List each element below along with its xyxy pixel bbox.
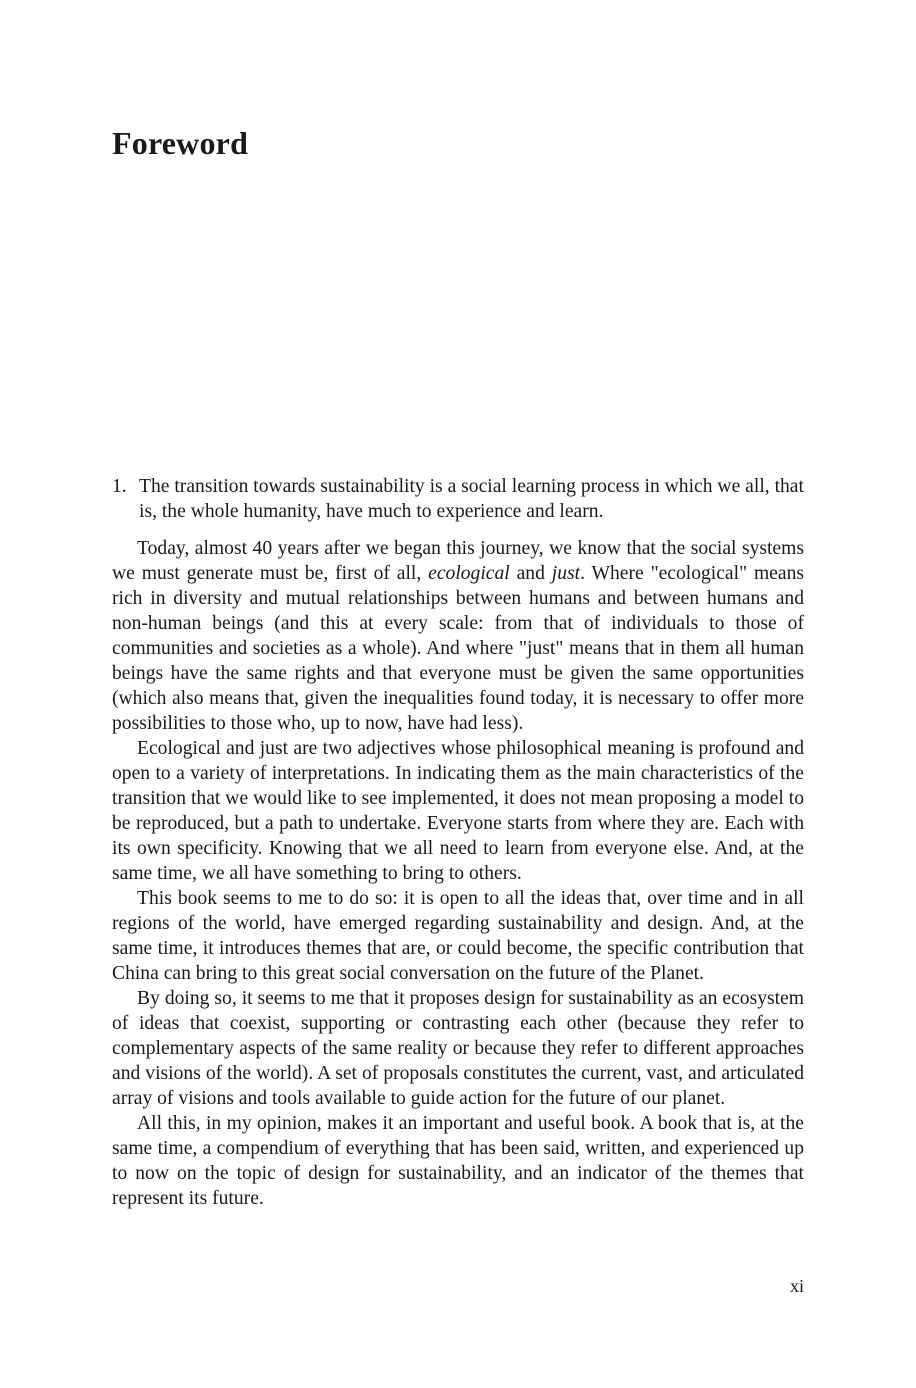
paragraph-1-conjunction: and xyxy=(509,563,552,584)
page-number: xi xyxy=(789,1276,804,1296)
paragraph-1-rest: . Where "ecological" means rich in diversity and mutual relationships between humans and between humans and non-human beings (and this at every scale: from that of individuals to those of communities and societies as a whole). And where "just" means that in them all human beings have the same rights and that everyone must be given the same opportunities (which also means that, given the inequalities found today, it is necessary to offer more possibilities to those who, up to now, have had less). xyxy=(112,563,804,734)
list-item-number: 1. xyxy=(112,476,127,497)
foreword-body xyxy=(112,474,804,1211)
italic-word-ecological: ecological xyxy=(428,563,510,584)
numbered-list-item xyxy=(112,474,804,524)
paragraph-2: Ecological and just are two adjectives whose philosophical meaning is profound and open to a variety of interpretations. In indicating them as the main characteristics of the transition that we would like to see implemented, it does not mean proposing a model to be reproduced, but a path to undertake. Everyone starts from where they are. Each with its own specificity. Knowing that we all need to learn from everyone else. And, at the same time, we all have something to bring to others. xyxy=(112,738,804,884)
list-item-text: The transition towards sustainability is a social learning process in which we all, that is, the whole humanity, have much to experience and learn. xyxy=(139,476,804,522)
paragraph-5: All this, in my opinion, makes it an important and useful book. A book that is, at the same time, a compendium of everything that has been said, written, and experienced up to now on the topic of design for sustainability, and an indicator of the themes that represent its future. xyxy=(112,1113,804,1209)
page-title: Foreword xyxy=(112,125,249,161)
paragraph-1 xyxy=(112,536,804,736)
paragraph-1-intro: Today, almost 40 years after we began this journey, we know that the social systems we must generate must be, first of all, xyxy=(112,538,804,584)
paragraph-4: By doing so, it seems to me that it proposes design for sustainability as an ecosystem of ideas that coexist, supporting or contrasting each other (because they refer to complementary aspects of the same reality or because they refer to different approaches and visions of the world). A set of proposals constitutes the current, vast, and articulated array of visions and tools available to guide action for the future of our planet. xyxy=(112,988,804,1109)
italic-word-just: just xyxy=(551,563,581,584)
paragraph-3: This book seems to me to do so: it is open to all the ideas that, over time and in all regions of the world, have emerged regarding sustainability and design. And, at the same time, it introduces themes that are, or could become, the specific contribution that China can bring to this great social conversation on the future of the Planet. xyxy=(112,888,804,984)
